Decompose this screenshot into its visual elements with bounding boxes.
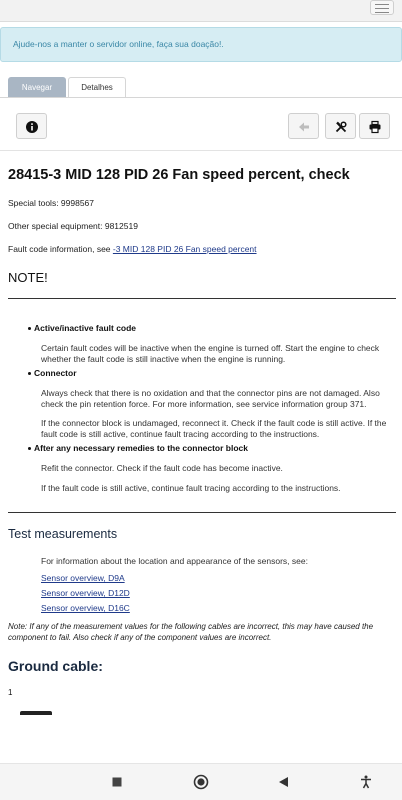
bullet-paragraph: Certain fault codes will be inactive when the engine is turned off. Start the engine to check whether the fault code is still inactive when the engine is running. xyxy=(41,343,380,364)
bullet-dot-icon xyxy=(28,327,31,330)
sensor-link-d9a[interactable]: Sensor overview, D9A xyxy=(41,573,125,583)
back-button[interactable] xyxy=(288,113,319,139)
info-button[interactable] xyxy=(16,113,47,139)
bullet-heading: Active/inactive fault code xyxy=(34,323,137,333)
tab-navegar[interactable]: Navegar xyxy=(8,77,66,98)
bullet-dot-icon xyxy=(28,372,31,375)
print-button[interactable] xyxy=(359,113,390,139)
hamburger-menu-icon[interactable] xyxy=(370,0,394,15)
note-divider-bottom xyxy=(8,512,396,513)
bullet-item xyxy=(34,443,396,493)
print-icon xyxy=(368,120,382,134)
fault-code-link[interactable]: -3 MID 128 PID 26 Fan speed percent xyxy=(112,244,257,254)
toolbar-divider xyxy=(0,150,402,151)
measurement-note: Note: If any of the measurement values for the following cables are incorrect, this may have caused the component to fail. Also check if any of the component values are incorrect. xyxy=(8,622,374,642)
home-icon[interactable] xyxy=(193,774,209,790)
bullet-paragraph: If the fault code is still active, continue fault tracing according to the instructions. xyxy=(41,482,341,493)
figure-image xyxy=(20,711,52,715)
info-icon xyxy=(25,120,39,134)
tab-detalhes[interactable]: Detalhes xyxy=(68,77,126,98)
tools-button[interactable] xyxy=(325,113,356,139)
top-bar xyxy=(0,0,402,22)
fault-code-prefix: Fault code information, see xyxy=(8,244,113,254)
bullet-paragraph: Refit the connector. Check if the fault code has become inactive. xyxy=(41,463,283,473)
bullet-item xyxy=(34,368,396,439)
sensor-link-d12d[interactable]: Sensor overview, D12D xyxy=(41,588,130,598)
bullet-paragraph: Always check that there is no oxidation and that the connector pins are not damaged. Also check the pin retention force. For more information, see service information group 371. xyxy=(41,388,380,409)
test-intro-text: For information about the location and appearance of the sensors, see: xyxy=(41,556,308,566)
other-equipment: Other special equipment: 9812519 xyxy=(8,221,138,231)
special-tools: Special tools: 9998567 xyxy=(8,198,95,208)
note-bullet-list xyxy=(34,323,396,493)
note-heading: NOTE! xyxy=(8,270,48,285)
page-title: 28415-3 MID 128 PID 26 Fan speed percent, check xyxy=(8,167,350,183)
note-divider-top xyxy=(8,298,396,299)
back-icon[interactable] xyxy=(278,776,289,788)
figure-number: 1 xyxy=(8,688,13,697)
android-nav-bar xyxy=(0,763,402,800)
bullet-heading: After any necessary remedies to the connector block xyxy=(34,443,248,453)
tools-icon xyxy=(334,120,348,134)
bullet-heading: Connector xyxy=(34,368,77,378)
test-measurements-heading: Test measurements xyxy=(8,527,118,541)
tab-divider xyxy=(0,97,402,98)
bullet-dot-icon xyxy=(28,447,31,450)
sensor-link-d16c[interactable]: Sensor overview, D16C xyxy=(41,603,130,613)
fault-code-info xyxy=(8,244,396,254)
ground-cable-heading: Ground cable: xyxy=(8,658,103,674)
donation-banner: Ajude-nos a manter o servidor online, faça sua doação!. xyxy=(0,27,402,62)
recent-apps-icon[interactable] xyxy=(112,777,122,787)
document-content xyxy=(8,165,396,715)
sensor-link-list xyxy=(41,573,396,613)
bullet-paragraph: If the connector block is undamaged, reconnect it. Check if the fault code is still active. If the fault code is still active, continue fault tracing according to the instructions. xyxy=(41,418,387,439)
bullet-item xyxy=(34,323,396,364)
arrow-left-icon xyxy=(297,120,311,134)
accessibility-icon[interactable] xyxy=(360,775,372,789)
